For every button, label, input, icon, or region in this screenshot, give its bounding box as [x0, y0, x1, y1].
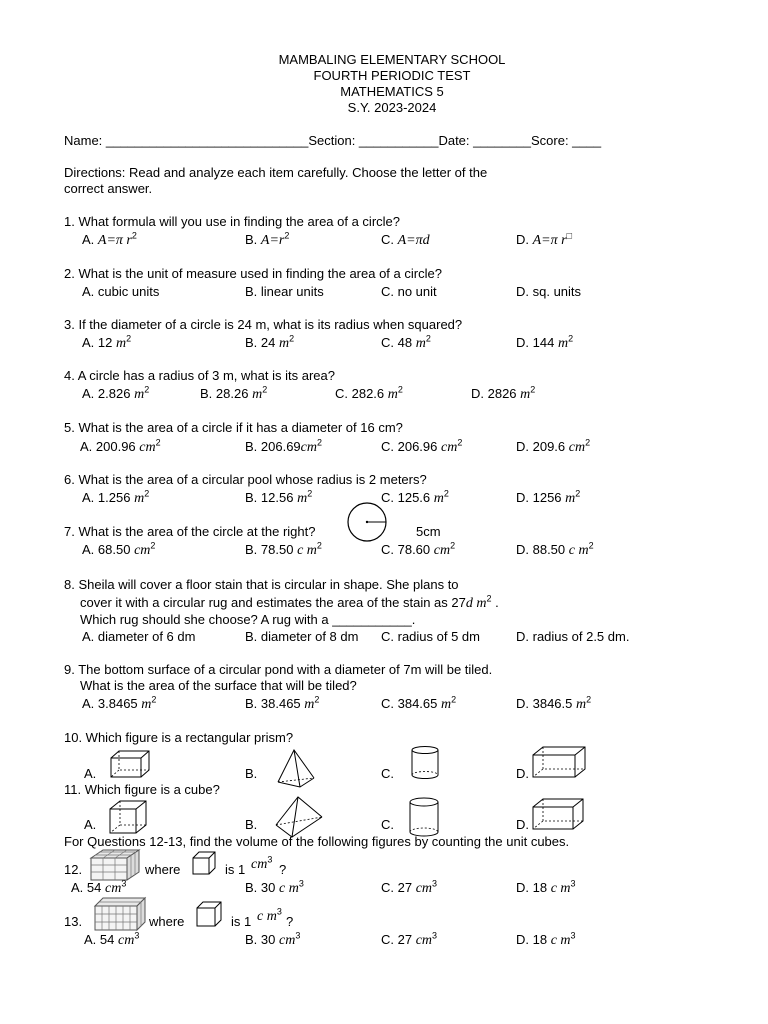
- q7-choice-a: A. 68.50 $cm^2$: [82, 540, 156, 558]
- q12-where: where: [145, 862, 181, 877]
- q6-choice-b: B. 12.56 $m^2$: [245, 488, 313, 506]
- q2-question: 2. What is the unit of measure used in finding the area of a circle?: [64, 266, 442, 281]
- q11-choice-c: C.: [381, 817, 394, 832]
- unit-cubes-figure: [89, 848, 141, 882]
- q6-choice-a: A. 1.256 $m^2$: [82, 488, 150, 506]
- q7-choice-d: D. 88.50 c $m^2$: [516, 540, 594, 558]
- q12-choice-a: A. 54 $cm^3$: [71, 878, 127, 896]
- q12-question-mark: ?: [279, 862, 287, 877]
- q13-choice-c: C. 27 $cm^3$: [381, 930, 438, 948]
- q8-line-1: 8. Sheila will cover a floor stain that is circular in shape. She plans to: [64, 577, 459, 592]
- q4-choice-d: D. 2826 $m^2$: [471, 384, 536, 402]
- q9-line-2: What is the area of the surface that will be tiled?: [80, 678, 357, 693]
- pyramid-figure-b: [274, 748, 318, 790]
- cylinder-figure-c: [409, 745, 441, 781]
- q2-choice-d: D. sq. units: [516, 284, 582, 299]
- q1-question: 1. What formula will you use in finding the area of a circle?: [64, 214, 401, 229]
- q4-question: 4. A circle has a radius of 3 m, what is its area?: [64, 368, 335, 383]
- q13-choice-b: B. 30 $cm^3$: [245, 930, 301, 948]
- unit-cube-icon: [195, 900, 223, 928]
- q5-choice-c: C. 206.96 $cm^2$: [381, 437, 463, 455]
- subject-title: MATHEMATICS 5: [340, 84, 444, 99]
- q12-choice-d: D. 18 c $m^3$: [516, 878, 576, 896]
- instruction-12-13: For Questions 12-13, find the volume of the following figures by counting the unit cubes.: [64, 834, 570, 849]
- q9-choice-a: A. 3.8465 $m^2$: [82, 694, 157, 712]
- q2-choice-b: B. linear units: [245, 284, 324, 299]
- q1-choice-c: C. A=πd: [381, 232, 430, 248]
- q9-choice-d: D. 3846.5 $m^2$: [516, 694, 592, 712]
- q8-line-2: cover it with a circular rug and estimates the area of the stain as 27d $m^2$ .: [80, 593, 499, 611]
- unit-cube-icon: [191, 850, 217, 876]
- test-title: FOURTH PERIODIC TEST: [313, 68, 471, 83]
- q8-choice-b: B. diameter of 8 dm: [245, 629, 359, 644]
- q12-choice-b: B. 30 c $m^3$: [245, 878, 304, 896]
- q4-choice-c: C. 282.6 $m^2$: [335, 384, 403, 402]
- q13-number: 13.: [64, 914, 83, 929]
- q9-choice-c: C. 384.65 $m^2$: [381, 694, 457, 712]
- q8-line-3: Which rug should she choose? A rug with a ___________.: [80, 612, 416, 627]
- q13-choice-a: A. 54 $cm^3$: [84, 930, 140, 948]
- student-info-line: Name: ____________________________Section: ___________Date: ________Score: ____: [64, 133, 602, 148]
- q5-choice-d: D. 209.6 $cm^2$: [516, 437, 591, 455]
- cylinder-figure-c: [407, 796, 441, 838]
- q12-is-1: is 1: [225, 862, 246, 877]
- directions-line-2: correct answer.: [64, 181, 153, 196]
- q2-choice-a: A. cubic units: [82, 284, 160, 299]
- q11-choice-a: A.: [84, 817, 97, 832]
- q3-choice-a: A. 12 $m^2$: [82, 333, 132, 351]
- radius-label: 5cm: [416, 524, 441, 539]
- q11-choice-d: D.: [516, 817, 529, 832]
- unit-cubes-figure: [93, 896, 147, 932]
- q1-choice-a: A. A=π $r^2$: [82, 230, 137, 248]
- rectangular-prism-figure-d: [531, 797, 585, 831]
- q3-choice-d: D. 144 $m^2$: [516, 333, 574, 351]
- q12-unit: $cm^3$: [251, 854, 273, 872]
- q2-choice-c: C. no unit: [381, 284, 437, 299]
- q4-choice-b: B. 28.26 $m^2$: [200, 384, 268, 402]
- rectangular-prism-figure-d: [531, 745, 587, 779]
- cube-figure-a: [109, 749, 151, 779]
- circle-diagram: [346, 502, 390, 542]
- q3-choice-b: B. 24 $m^2$: [245, 333, 295, 351]
- q12-choice-c: C. 27 $cm^3$: [381, 878, 438, 896]
- q9-line-1: 9. The bottom surface of a circular pond with a diameter of 7m will be tiled.: [64, 662, 493, 677]
- q11-question: 11. Which figure is a cube?: [64, 782, 220, 797]
- q5-choice-a: A. 200.96 $cm^2$: [80, 437, 161, 455]
- q13-unit: c $m^3$: [257, 906, 282, 924]
- school-year: S.Y. 2023-2024: [347, 100, 437, 115]
- q7-choice-c: C. 78.60 $cm^2$: [381, 540, 456, 558]
- q12-number: 12.: [64, 862, 83, 877]
- q13-is-1: is 1: [231, 914, 252, 929]
- cube-figure-a: [108, 799, 148, 835]
- q3-choice-c: C. 48 $m^2$: [381, 333, 431, 351]
- q10-choice-d: D.: [516, 766, 529, 781]
- q10-choice-a: A.: [84, 766, 97, 781]
- q7-question: 7. What is the area of the circle at the right?: [64, 524, 316, 539]
- q7-choice-b: B. 78.50 c $m^2$: [245, 540, 322, 558]
- school-name: MAMBALING ELEMENTARY SCHOOL: [278, 52, 506, 67]
- q1-choice-b: B. $A=r^2$: [245, 230, 290, 248]
- q5-question: 5. What is the area of a circle if it has a diameter of 16 cm?: [64, 420, 403, 435]
- q6-question: 6. What is the area of a circular pool whose radius is 2 meters?: [64, 472, 427, 487]
- q11-choice-b: B.: [245, 817, 258, 832]
- q8-choice-d: D. radius of 2.5 dm.: [516, 629, 630, 644]
- q6-choice-c: C. 125.6 $m^2$: [381, 488, 449, 506]
- q10-choice-c: C.: [381, 766, 394, 781]
- q13-where: where: [149, 914, 185, 929]
- q8-choice-a: A. diameter of 6 dm: [82, 629, 196, 644]
- q6-choice-d: D. 1256 $m^2$: [516, 488, 581, 506]
- directions-line-1: Directions: Read and analyze each item carefully. Choose the letter of the: [64, 165, 488, 180]
- q1-choice-d: D. A=π r□: [516, 230, 573, 248]
- pyramid-figure-b: [272, 795, 326, 839]
- q10-question: 10. Which figure is a rectangular prism?: [64, 730, 294, 745]
- q4-choice-a: A. 2.826 $m^2$: [82, 384, 150, 402]
- q9-choice-b: B. 38.465 $m^2$: [245, 694, 320, 712]
- q8-choice-c: C. radius of 5 dm: [381, 629, 480, 644]
- q13-choice-d: D. 18 c $m^3$: [516, 930, 576, 948]
- q10-choice-b: B.: [245, 766, 258, 781]
- q5-choice-b: B. $206.69cm^2$: [245, 437, 322, 455]
- q13-question-mark: ?: [286, 914, 294, 929]
- q3-question: 3. If the diameter of a circle is 24 m, what is its radius when squared?: [64, 317, 463, 332]
